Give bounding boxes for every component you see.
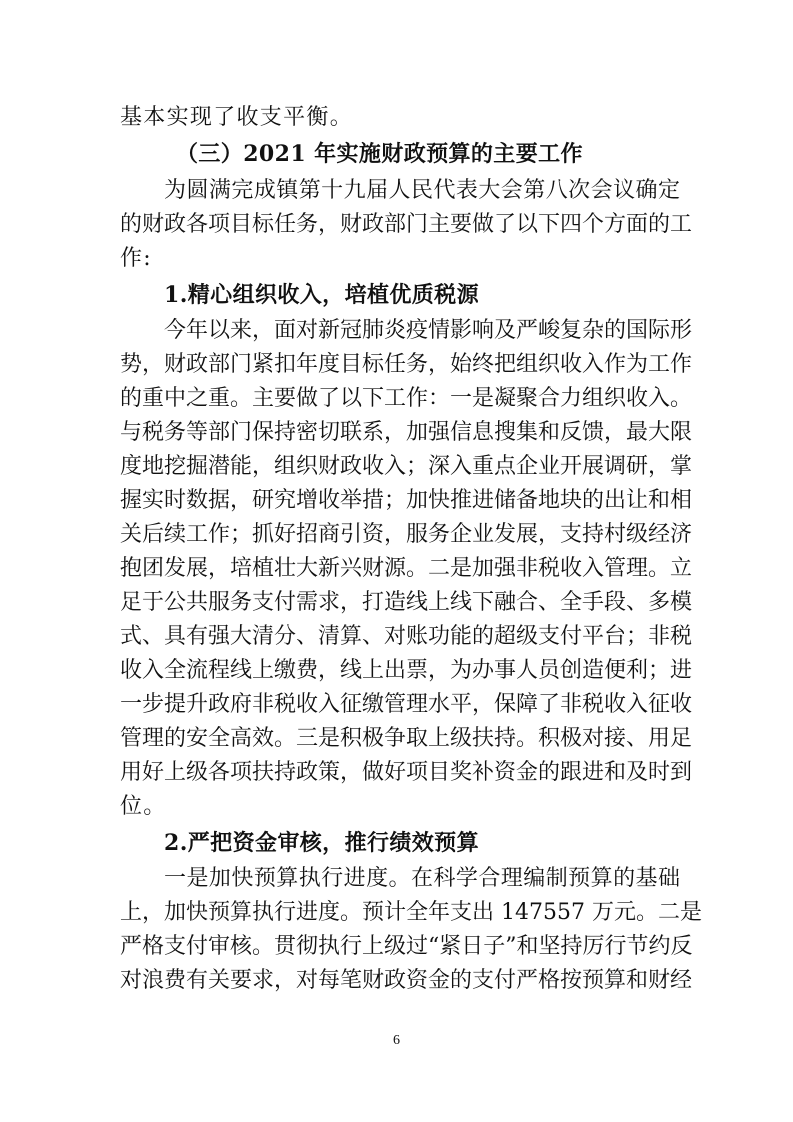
subsection-heading: 2.严把资金审核，推行绩效预算 [164,830,479,856]
paragraph-line: 关后续工作；抓好招商引资，服务企业发展，支持村级经济 [120,522,693,547]
subsection-heading: 1.精心组织收入，培植优质税源 [164,282,479,308]
paragraph-line: 抱团发展，培植壮大新兴财源。二是加强非税收入管理。立 [120,556,693,581]
paragraph-line: 对浪费有关要求，对每笔财政资金的支付严格按预算和财经 [120,968,693,993]
paragraph-line: 一步提升政府非税收入征缴管理水平，保障了非税收入征收 [120,692,693,717]
paragraph-line: 握实时数据，研究增收举措；加快推进储备地块的出让和相 [120,488,693,513]
paragraph-line: 式、具有强大清分、清算、对账功能的超级支付平台；非税 [120,624,693,649]
paragraph-line: 位。 [120,794,167,819]
paragraph-line: 度地挖掘潜能，组织财政收入；深入重点企业开展调研，掌 [120,454,693,479]
paragraph-line: 收入全流程线上缴费，线上出票，为办事人员创造便利；进 [120,658,693,683]
paragraph-line: 一是加快预算执行进度。在科学合理编制预算的基础 [164,866,680,891]
paragraph-line: 与税务等部门保持密切联系，加强信息搜集和反馈，最大限 [120,420,693,445]
paragraph-line: 的财政各项目标任务，财政部门主要做了以下四个方面的工 [120,212,693,237]
section-heading: （三）2021 年实施财政预算的主要工作 [176,141,583,167]
page-number: 6 [393,1033,400,1048]
paragraph-line: 势，财政部门紧扣年度目标任务，始终把组织收入作为工作 [120,352,693,377]
paragraph-line: 管理的安全高效。三是积极争取上级扶持。积极对接、用足 [120,726,693,751]
paragraph-line: 基本实现了收支平衡。 [120,105,354,130]
paragraph-line: 足于公共服务支付需求，打造线上线下融合、全手段、多模 [120,590,693,615]
paragraph-line: 上，加快预算执行进度。预计全年支出 147557 万元。二是 [120,900,702,925]
paragraph-line: 严格支付审核。贯彻执行上级过“紧日子”和坚持厉行节约反 [120,934,693,959]
paragraph-line: 的重中之重。主要做了以下工作：一是凝聚合力组织收入。 [120,386,693,411]
paragraph-line: 用好上级各项扶持政策，做好项目奖补资金的跟进和及时到 [120,760,693,785]
paragraph-line: 作: [120,246,153,271]
paragraph-line: 为圆满完成镇第十九届人民代表大会第八次会议确定 [164,178,680,203]
paragraph-line: 今年以来，面对新冠肺炎疫情影响及严峻复杂的国际形 [164,318,693,343]
